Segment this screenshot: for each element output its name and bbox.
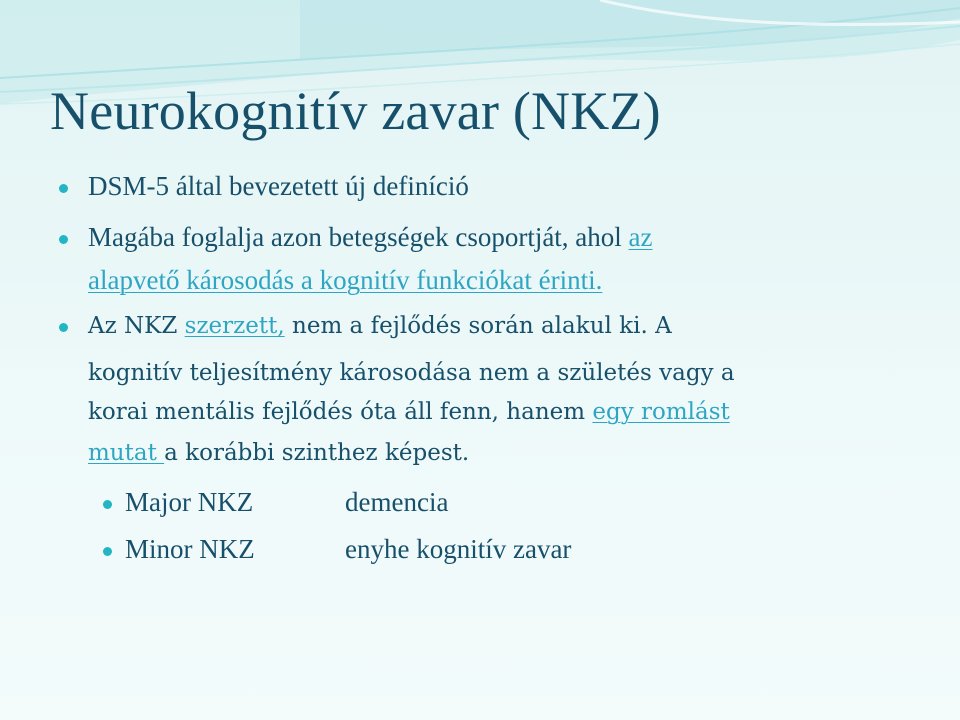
slide-title: Neurokognitív zavar (NKZ) [50, 81, 661, 141]
link-mutat[interactable]: mutat [88, 440, 165, 466]
bullet-magaba [88, 222, 653, 253]
bullet-nkz-line2: kognitív teljesítmény károsodása nem a születés vagy a [88, 360, 735, 386]
sub-bullet-dot [103, 547, 112, 556]
link-egy-romlast[interactable]: egy romlást [592, 399, 730, 425]
bullet-nkz-line3-text: korai mentális fejlődés óta áll fenn, hanem [88, 399, 593, 425]
bullet-nkz-line4 [88, 440, 469, 466]
bullet-magaba-text: Magába foglalja azon betegségek csoportját, ahol [88, 222, 629, 252]
bullet-dot [59, 184, 68, 193]
bullet-nkz-line4-rest: a korábbi szinthez képest. [164, 440, 470, 466]
bullet-nkz-line3 [88, 399, 730, 425]
subitem-minor-term: Minor NKZ [125, 534, 255, 564]
link-szerzett[interactable]: szerzett, [184, 313, 285, 339]
bullet-nkz-rest: nem a fejlődés során alakul ki. A [284, 313, 672, 339]
subitem-major-term: Major NKZ [125, 487, 254, 517]
link-az[interactable]: az [628, 222, 653, 252]
bullet-dot [59, 323, 68, 332]
sub-bullet-dot [103, 500, 112, 509]
link-alapveto[interactable]: alapvető károsodás a kognitív funkciókat érinti. [88, 265, 603, 295]
subitem-major-meaning: demencia [345, 487, 449, 517]
bullet-dot [59, 235, 68, 244]
bullet-nkz-line1 [88, 313, 672, 339]
bullet-magaba-line2 [88, 265, 602, 296]
bullet-nkz-prefix: Az NKZ [88, 313, 185, 339]
subitem-minor-meaning: enyhe kognitív zavar [345, 534, 572, 564]
bullet-dsm5: DSM-5 által bevezetett új definíció [88, 171, 469, 201]
